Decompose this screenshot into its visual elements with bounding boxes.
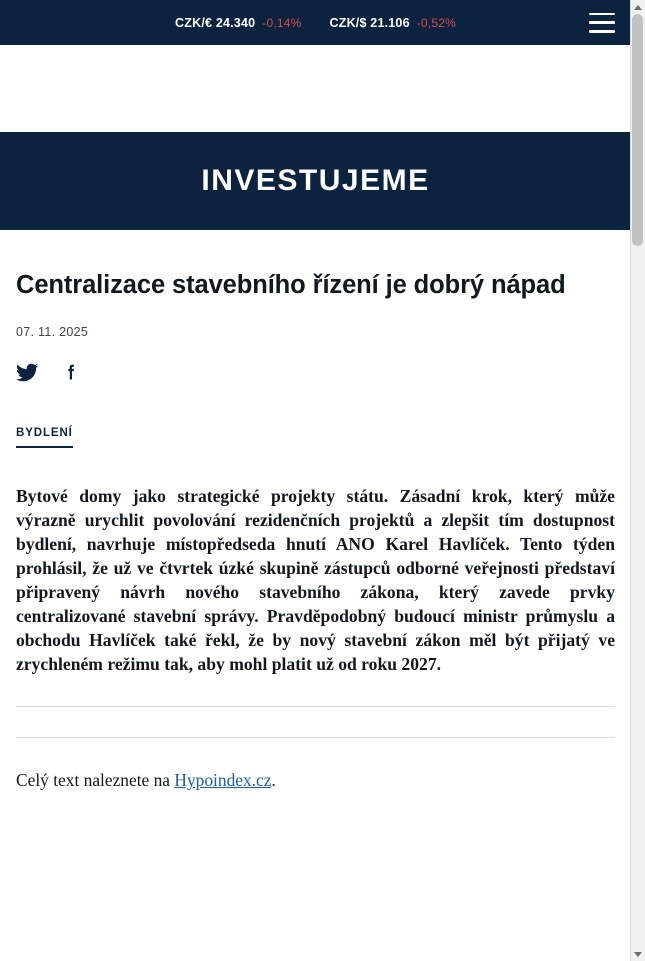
divider-top <box>16 706 615 707</box>
ticker-items <box>175 16 456 30</box>
ticker-change-czk-eur: -0,14% <box>262 15 302 30</box>
vertical-scrollbar[interactable] <box>630 0 645 961</box>
article-date: 07. 11. 2025 <box>16 325 89 340</box>
article-container <box>0 270 631 791</box>
ticker-label-czk-eur: CZK/€ 24.340 <box>175 15 256 30</box>
facebook-icon[interactable] <box>60 361 82 383</box>
footnote-suffix: . <box>271 770 276 791</box>
ticker-item-czk-eur[interactable] <box>175 16 301 30</box>
site-logo[interactable]: INVESTUJEME <box>201 164 430 197</box>
hamburger-bar <box>589 13 615 16</box>
category-tag-bydleni[interactable]: BYDLENÍ <box>16 427 73 448</box>
twitter-icon[interactable] <box>16 361 38 383</box>
ticker-item-czk-usd[interactable] <box>330 16 456 30</box>
article-lead-paragraph: Bytové domy jako strategické projekty státu. Zásadní krok, který může výrazně urychlit povolování rezidenčních projektů a zlepšit tím dostupnost bydlení, navrhuje místopředseda hnutí ANO Karel Havlíček. Tento týden prohlásil, že už ve čtvrtek úzké skupině zástupců odborné veřejnosti představí připravený návrh nového stavebního zákona, který zavede prvky centralizované stavební správy. Pravděpodobný budoucí ministr průmyslu a obchodu Havlíček také řekl, že by nový stavební zákon měl být přijatý ve zrychleném režimu tak, aby mohl platit už od roku 2027. <box>16 486 615 675</box>
currency-ticker-bar <box>0 0 631 45</box>
footnote-link-hypoindex[interactable]: Hypoindex.cz <box>174 770 272 791</box>
scroll-up-arrow-icon[interactable] <box>631 0 645 14</box>
site-masthead <box>0 132 631 230</box>
ticker-change-czk-usd: -0,52% <box>416 15 456 30</box>
hamburger-bar <box>589 30 615 33</box>
hamburger-menu-icon[interactable] <box>589 13 615 33</box>
page-title: Centralizace stavebního řízení je dobrý nápad <box>16 271 566 299</box>
ticker-label-czk-usd: CZK/$ 21.106 <box>329 15 410 30</box>
footnote-prefix: Celý text naleznete na <box>16 770 175 791</box>
scroll-thumb[interactable] <box>632 14 643 246</box>
divider-bottom <box>16 737 615 738</box>
advertisement-slot <box>0 45 631 132</box>
scroll-down-arrow-icon[interactable] <box>631 947 645 961</box>
article-footnote <box>16 770 615 791</box>
share-row <box>16 361 615 383</box>
category-wrap <box>16 423 615 448</box>
hamburger-bar <box>589 21 615 24</box>
